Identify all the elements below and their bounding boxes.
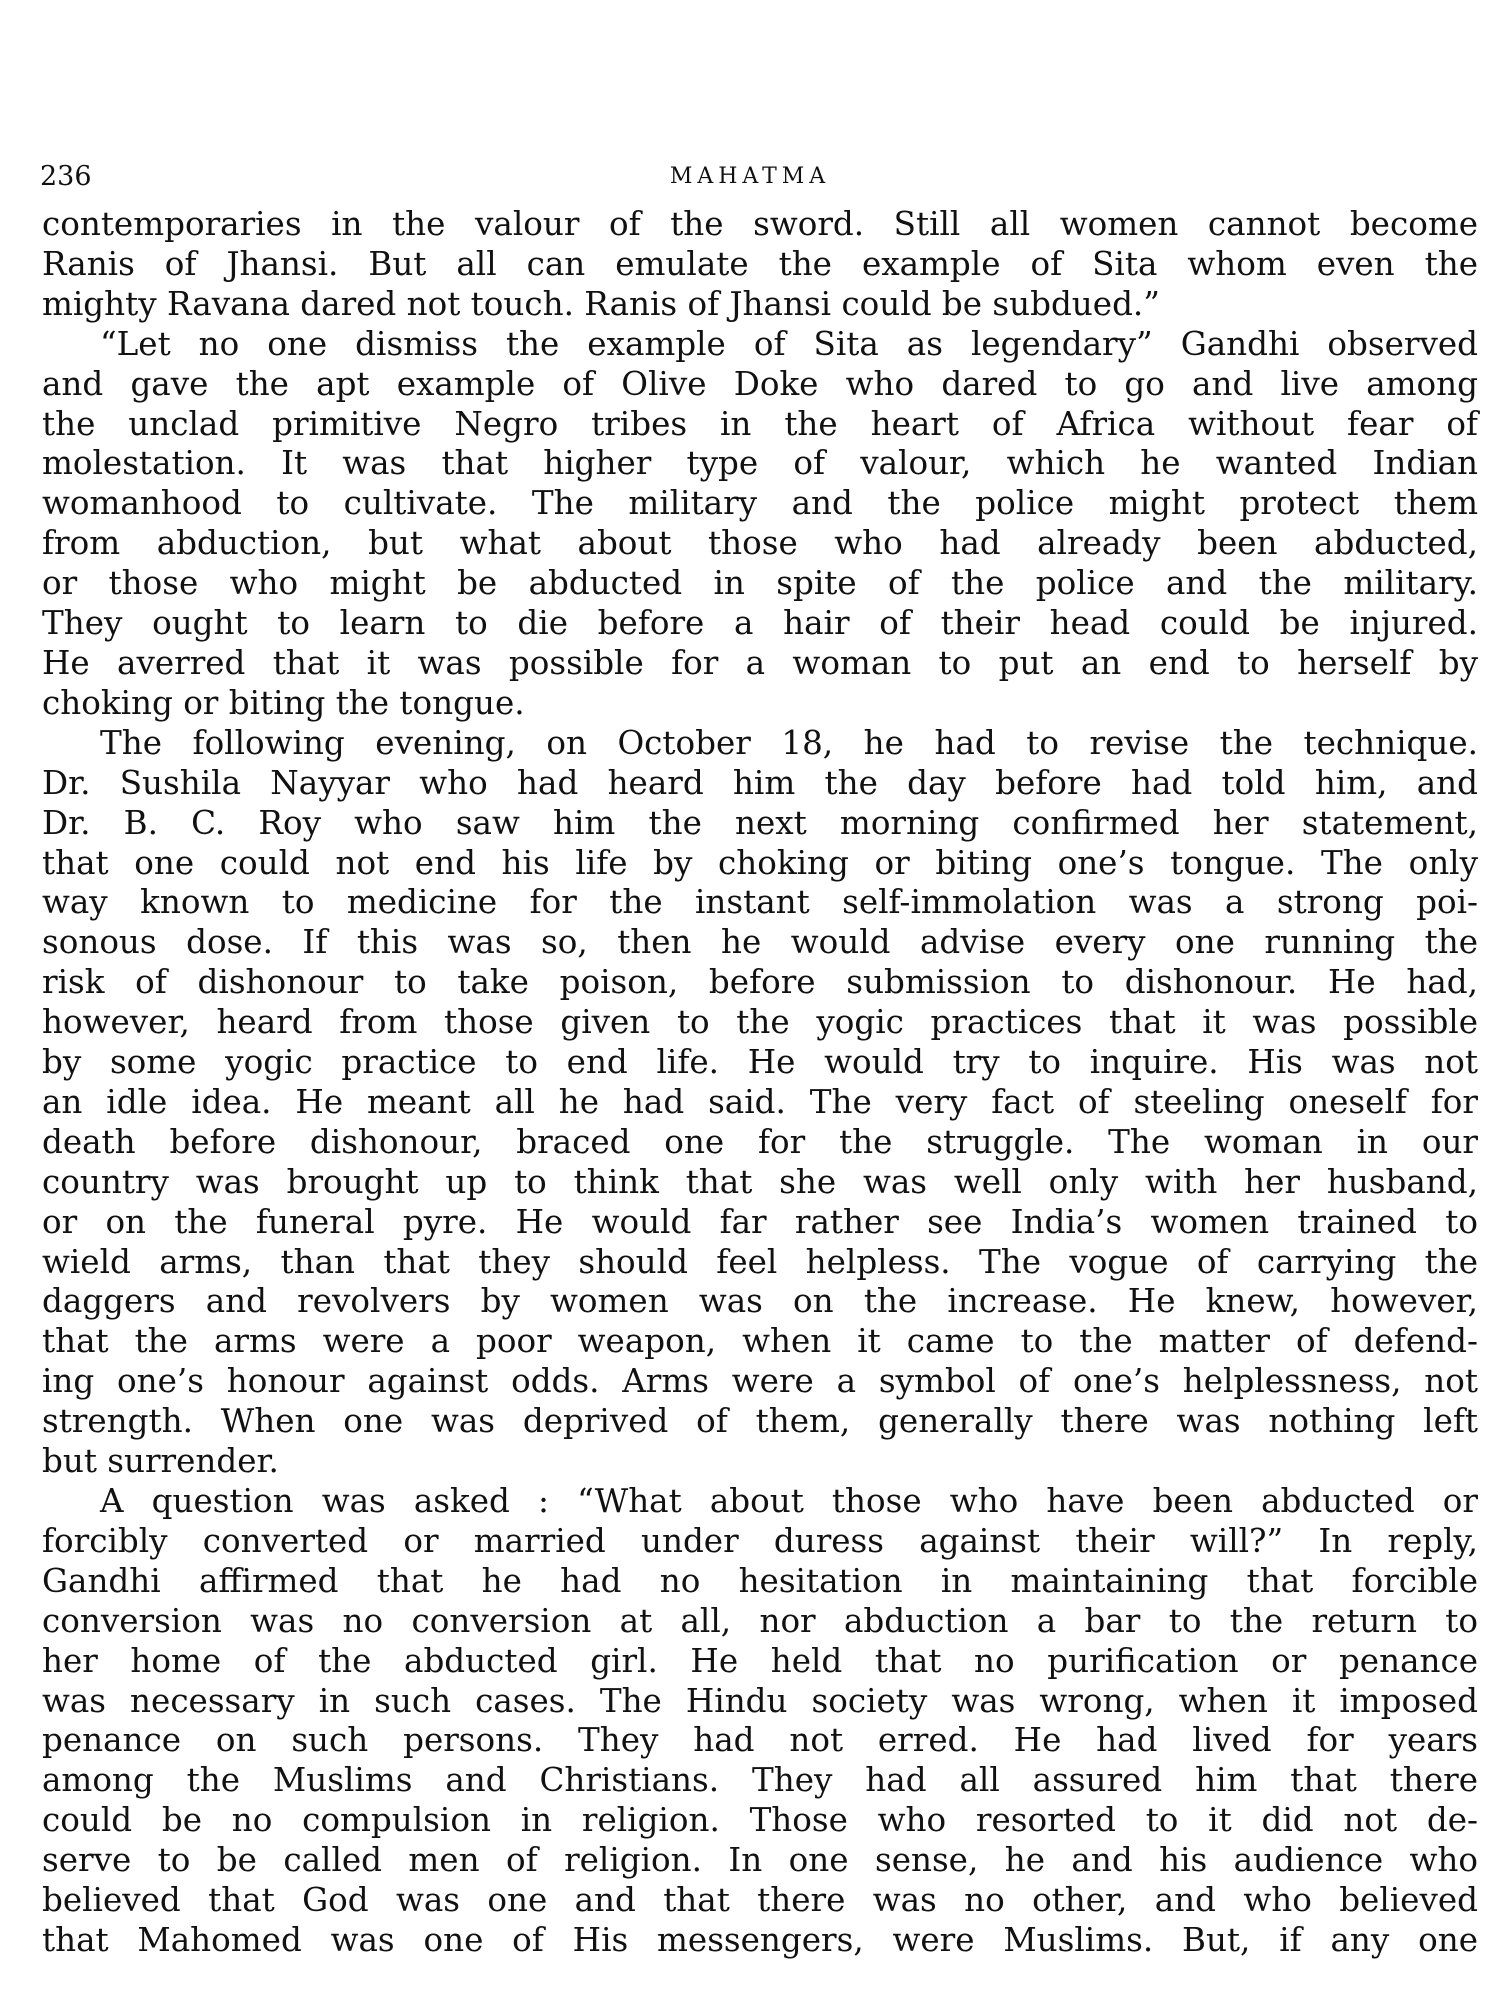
- text-line: an idle idea. He meant all he had said. The very fact of steeling oneself for: [42, 1082, 1478, 1121]
- page-header: [40, 157, 1460, 197]
- page-number: 236: [40, 161, 92, 192]
- text-line: The following evening, on October 18, he had to revise the technique.: [100, 723, 1478, 762]
- text-line: Gandhi affirmed that he had no hesitation in maintaining that forcible: [42, 1561, 1478, 1600]
- text-line: however, heard from those given to the yogic practices that it was possible: [42, 1003, 1478, 1042]
- text-line: and gave the apt example of Olive Doke who dared to go and live among: [42, 364, 1478, 403]
- text-line: ing one’s honour against odds. Arms were a symbol of one’s helplessness, not: [42, 1362, 1478, 1401]
- text-line: Dr. Sushila Nayyar who had heard him the day before had told him, and: [42, 763, 1478, 802]
- text-line: strength. When one was deprived of them, generally there was nothing left: [42, 1402, 1478, 1441]
- text-line: by some yogic practice to end life. He would try to inquire. His was not: [42, 1043, 1478, 1082]
- text-line: was necessary in such cases. The Hindu society was wrong, when it imposed: [42, 1681, 1478, 1720]
- text-line: choking or biting the tongue.: [42, 683, 525, 722]
- text-line: way known to medicine for the instant self-immolation was a strong poi-: [42, 883, 1478, 922]
- text-line: that Mahomed was one of His messengers, were Muslims. But, if any one: [42, 1920, 1478, 1959]
- text-line: molestation. It was that higher type of valour, which he wanted Indian: [42, 444, 1478, 483]
- text-line: They ought to learn to die before a hair of their head could be injured.: [42, 604, 1478, 643]
- text-line: could be no compulsion in religion. Those who resorted to it did not de-: [42, 1801, 1478, 1840]
- running-title: MAHATMA: [669, 164, 831, 189]
- text-line: Ranis of Jhansi. But all can emulate the example of Sita whom even the: [42, 244, 1478, 283]
- paragraph: [42, 325, 1478, 724]
- paragraph: [42, 205, 1478, 325]
- body-text: [42, 205, 1478, 1961]
- text-line: country was brought up to think that she was well only with her husband,: [42, 1162, 1478, 1201]
- text-line: but surrender.: [42, 1442, 279, 1481]
- text-line: or on the funeral pyre. He would far rather see India’s women trained to: [42, 1202, 1478, 1241]
- text-line: believed that God was one and that there was no other, and who believed: [42, 1881, 1478, 1920]
- text-line: conversion was no conversion at all, nor abduction a bar to the return to: [42, 1601, 1478, 1640]
- text-line: death before dishonour, braced one for the struggle. The woman in our: [42, 1122, 1478, 1161]
- paragraph: [42, 1482, 1478, 1961]
- text-line: Dr. B. C. Roy who saw him the next morning confirmed her statement,: [42, 803, 1478, 842]
- text-line: from abduction, but what about those who had already been abducted,: [42, 524, 1478, 563]
- text-line: wield arms, than that they should feel helpless. The vogue of carrying the: [42, 1242, 1478, 1281]
- text-line: that one could not end his life by choking or biting one’s tongue. The only: [42, 843, 1478, 882]
- text-line: He averred that it was possible for a woman to put an end to herself by: [42, 643, 1478, 682]
- text-line: that the arms were a poor weapon, when it came to the matter of defend-: [42, 1322, 1478, 1361]
- text-line: daggers and revolvers by women was on the increase. He knew, however,: [42, 1282, 1478, 1321]
- text-line: “Let no one dismiss the example of Sita as legendary” Gandhi observed: [100, 324, 1478, 363]
- text-line: her home of the abducted girl. He held that no purification or penance: [42, 1641, 1478, 1680]
- text-line: womanhood to cultivate. The military and the police might protect them: [42, 484, 1478, 523]
- text-line: forcibly converted or married under duress against their will?” In reply,: [42, 1521, 1478, 1560]
- text-line: mighty Ravana dared not touch. Ranis of Jhansi could be subdued.”: [42, 284, 1160, 323]
- text-line: the unclad primitive Negro tribes in the heart of Africa without fear of: [42, 404, 1478, 443]
- text-line: or those who might be abducted in spite of the police and the military.: [42, 564, 1478, 603]
- text-line: contemporaries in the valour of the sword. Still all women cannot become: [42, 205, 1478, 243]
- text-line: sonous dose. If this was so, then he would advise every one running the: [42, 923, 1478, 962]
- text-line: among the Muslims and Christians. They had all assured him that there: [42, 1761, 1478, 1800]
- paragraph: [42, 724, 1478, 1482]
- text-line: penance on such persons. They had not erred. He had lived for years: [42, 1721, 1478, 1760]
- text-line: A question was asked : “What about those who have been abducted or: [100, 1482, 1478, 1520]
- text-line: serve to be called men of religion. In one sense, he and his audience who: [42, 1841, 1478, 1880]
- text-line: risk of dishonour to take poison, before submission to dishonour. He had,: [42, 963, 1478, 1002]
